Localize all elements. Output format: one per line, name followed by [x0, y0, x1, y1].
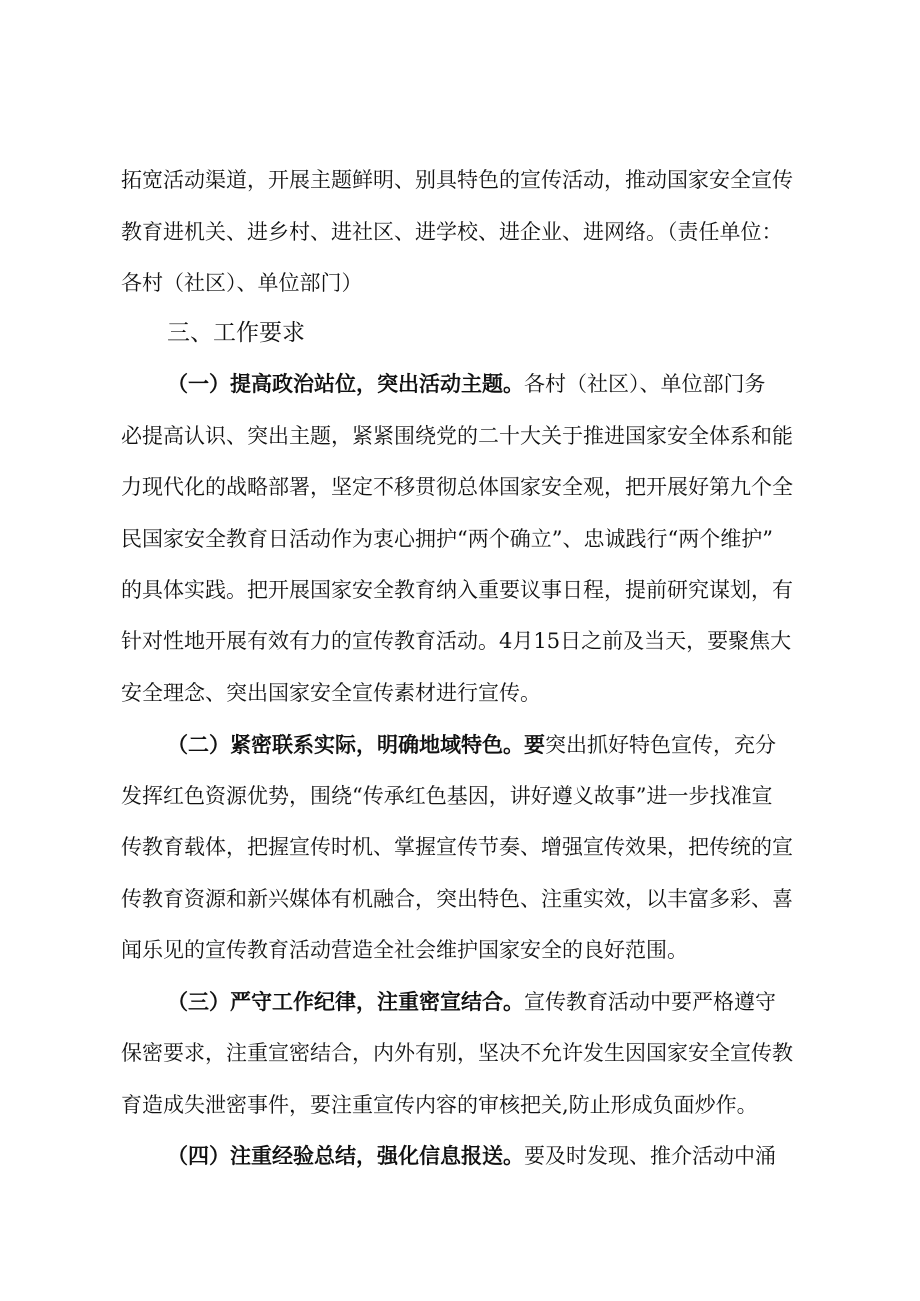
item-line: 保密要求，注重宣密结合，内外有别，坚决不允许发生因国家安全宣传教	[121, 1041, 793, 1065]
item-line: 的具体实践。把开展国家安全教育纳入重要议事日程，提前研究谋划，有	[121, 578, 793, 602]
item-text: 突出抓好特色宣传，充分	[545, 733, 776, 757]
item-title: （三）严守工作纪律，注重密宣结合。	[167, 989, 524, 1014]
item-title: （四）注重经验总结，强化信息报送。	[167, 1143, 524, 1168]
item-line: 传教育资源和新兴媒体有机融合，突出特色、注重实效，以丰富多彩、喜	[121, 887, 793, 911]
item-line: 发挥红色资源优势，围绕“传承红色基因，讲好遵义故事”进一步找准宣	[121, 784, 773, 808]
item-line: 育造成失泄密事件，要注重宣传内容的审核把关,防止形成负面炒作。	[121, 1093, 758, 1117]
section-heading: 三、工作要求	[167, 320, 305, 346]
paragraph-line: 各村（社区）、单位部门）	[121, 271, 363, 295]
item-text: 宣传教育活动中要严格遵守	[524, 990, 776, 1014]
item-line: 民国家安全教育日活动作为衷心拥护“两个确立”、忠诚践行“两个维护”	[121, 527, 773, 551]
item-line: 闻乐见的宣传教育活动营造全社会维护国家安全的良好范围。	[121, 938, 688, 962]
item-line: 力现代化的战略部署，坚定不移贯彻总体国家安全观，把开展好第九个全	[121, 475, 793, 499]
item-text: 各村（社区）、单位部门务	[524, 372, 766, 396]
item-line: 安全理念、突出国家安全宣传素材进行宣传。	[121, 681, 541, 705]
item-line: 针对性地开展有效有力的宣传教育活动。4月15日之前及当天，要聚焦大	[121, 629, 792, 653]
item-text: 要及时发现、推介活动中涌	[524, 1144, 776, 1168]
paragraph-line: 教育进机关、进乡村、进社区、进学校、进企业、进网络。（责任单位：	[121, 220, 783, 244]
item-line: 传教育载体，把握宣传时机、掌握宣传节奏、增强宣传效果，把传统的宣	[121, 835, 793, 859]
item-title: （一）提高政治站位，突出活动主题。	[167, 371, 524, 396]
paragraph-line: 拓宽活动渠道，开展主题鲜明、别具特色的宣传活动，推动国家安全宣传	[121, 168, 793, 192]
item-title: （二）紧密联系实际，明确地域特色。要	[167, 732, 545, 757]
item-line: 必提高认识、突出主题，紧紧围绕党的二十大关于推进国家安全体系和能	[121, 424, 793, 448]
